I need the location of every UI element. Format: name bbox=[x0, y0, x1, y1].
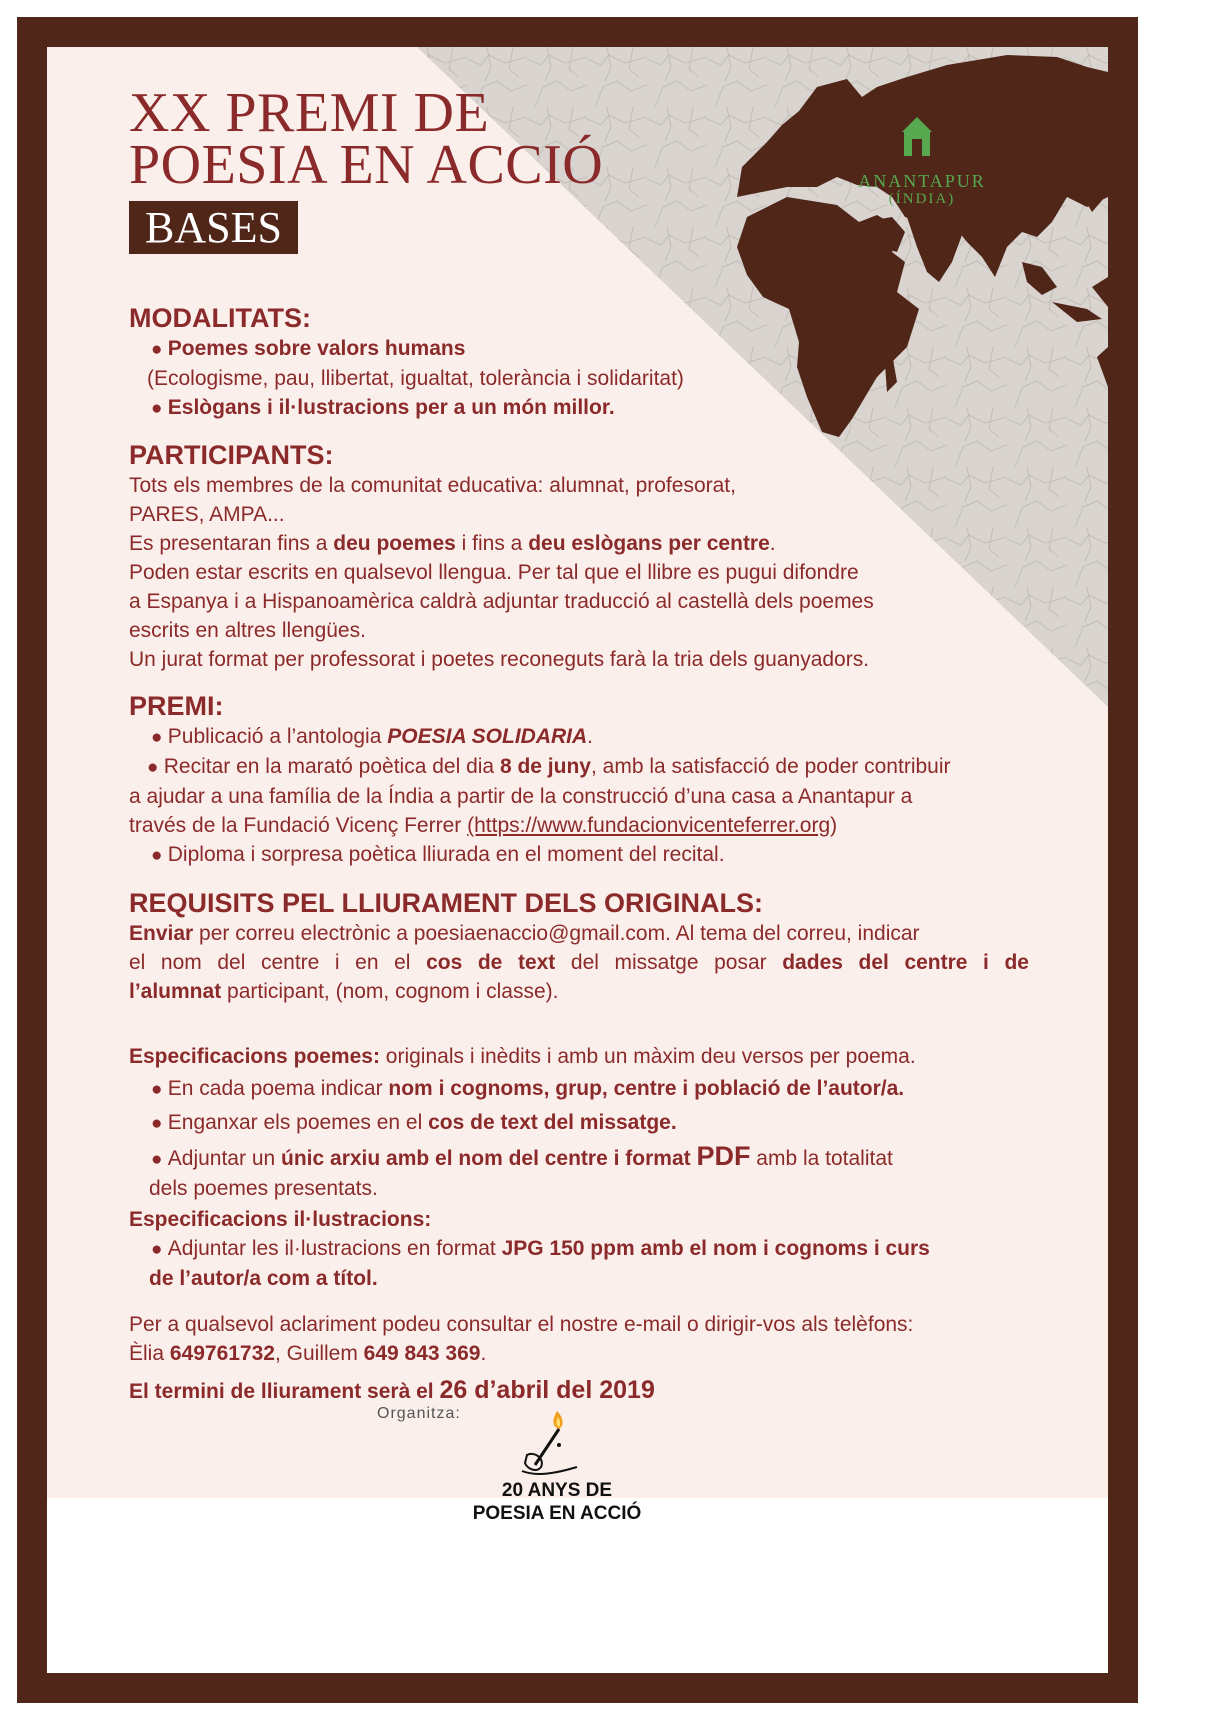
requisits-line-3: l’alumnat participant, (nom, cognom i classe). bbox=[129, 980, 559, 1003]
bullet-icon: ● bbox=[147, 757, 164, 778]
logo-line-2: POESIA EN ACCIÓ bbox=[472, 1503, 642, 1524]
poemes-item-2: ● Enganxar els poemes en el cos de text del missatge. bbox=[151, 1111, 677, 1134]
bullet-icon: ● bbox=[151, 339, 168, 360]
participants-line-5: a Espanya i a Hispanoamèrica caldrà adjuntar traducció al castellà dels poemes bbox=[129, 590, 874, 613]
participants-line-3: Es presentaran fins a deu poemes i fins a deu eslògans per centre. bbox=[129, 532, 776, 555]
fundacio-link[interactable]: (https://www.fundacionvicenteferrer.org bbox=[467, 814, 831, 837]
section-contacte bbox=[129, 1310, 1029, 1406]
bullet-icon: ● bbox=[151, 1149, 168, 1170]
participants-line-7: Un jurat format per professorat i poetes reconeguts farà la tria dels guanyadors. bbox=[129, 648, 870, 671]
requisits-line-2: el nom del centre i en el cos de text del missatge posar dades del centre i de bbox=[129, 951, 1029, 974]
bullet-icon: ● bbox=[151, 398, 168, 419]
participants-line-2: PARES, AMPA... bbox=[129, 503, 285, 526]
section-especificacions-poemes bbox=[129, 1042, 1029, 1203]
premi-item-2: ● Recitar en la marató poètica del dia 8 de juny, amb la satisfacció de poder contribuir bbox=[147, 755, 951, 778]
section-premi bbox=[129, 690, 1029, 870]
section-modalitats bbox=[129, 302, 1029, 423]
outer-frame bbox=[17, 17, 1138, 1703]
contacte-line-1: Per a qualsevol aclariment podeu consultar el nostre e-mail o dirigir-vos als telèfons: bbox=[129, 1313, 914, 1336]
bullet-icon: ● bbox=[151, 845, 168, 866]
contacte-line-2: Èlia 649761732, Guillem 649 843 369. bbox=[129, 1342, 487, 1365]
section-requisits bbox=[129, 887, 1029, 1006]
termini: El termini de lliurament serà el 26 d’abril del 2019 bbox=[129, 1376, 655, 1404]
poster-content bbox=[129, 82, 1029, 1404]
participants-heading: PARTICIPANTS: bbox=[129, 440, 334, 470]
modalitat-item-2: Eslògans i il·lustracions per a un món millor. bbox=[167, 396, 615, 419]
premi-heading: PREMI: bbox=[129, 691, 224, 721]
logo-line-1: 20 ANYS DE bbox=[501, 1480, 613, 1501]
participants-line-4: Poden estar escrits en qualsevol llengua. Per tal que el llibre es pugui difondre bbox=[129, 561, 859, 584]
illustracions-item-1-line-2: de l’autor/a com a títol. bbox=[149, 1267, 378, 1290]
poemes-item-1: ● En cada poema indicar nom i cognoms, grup, centre i població de l’autor/a. bbox=[151, 1077, 905, 1100]
premi-item-2-line-3: través de la Fundació Vicenç Ferrer (https://www.fundacionvicenteferrer.org) bbox=[129, 814, 838, 837]
premi-item-1: ● Publicació a l’antologia POESIA SOLIDARIA. bbox=[151, 725, 594, 748]
bullet-icon: ● bbox=[151, 1239, 168, 1260]
illustracions-label: Especificacions il·lustracions: bbox=[129, 1208, 432, 1231]
bullet-icon: ● bbox=[151, 727, 168, 748]
phone-elia: 649761732 bbox=[169, 1342, 275, 1365]
poemes-spec: Especificacions poemes: originals i inèdits i amb un màxim deu versos per poema. bbox=[129, 1045, 916, 1068]
section-participants bbox=[129, 439, 1029, 674]
poster-panel bbox=[47, 47, 1108, 1673]
poemes-item-3: ● Adjuntar un únic arxiu amb el nom del centre i format PDF amb la totalitat bbox=[151, 1141, 893, 1171]
bullet-icon: ● bbox=[151, 1113, 168, 1134]
participants-line-6: escrits en altres llengües. bbox=[129, 619, 366, 642]
premi-item-2-line-2: a ajudar a una família de la Índia a partir de la construcció d’una casa a Anantapur a bbox=[129, 785, 913, 808]
poster-title bbox=[129, 82, 1029, 254]
modalitat-item-1: Poemes sobre valors humans bbox=[167, 337, 466, 360]
map-country-label: (ÍNDIA) bbox=[888, 191, 956, 207]
organitza-label: Organitza: bbox=[377, 1405, 461, 1422]
illustracions-item-1: ● Adjuntar les il·lustracions en format JPG 150 ppm amb el nom i cognoms i curs bbox=[151, 1237, 930, 1260]
participants-line-1: Tots els membres de la comunitat educativa: alumnat, profesorat, bbox=[129, 474, 736, 497]
pen-torch-logo bbox=[517, 1407, 597, 1482]
requisits-heading: REQUISITS PEL LLIURAMENT DELS ORIGINALS: bbox=[129, 888, 764, 918]
modalitat-item-1-note: (Ecologisme, pau, llibertat, igualtat, tolerància i solidaritat) bbox=[147, 367, 684, 390]
modalitats-heading: MODALITATS: bbox=[129, 303, 311, 333]
title-line-1: XX PREMI DE bbox=[129, 82, 490, 144]
logo-text bbox=[467, 1479, 647, 1525]
title-line-2: POESIA EN ACCIÓ bbox=[129, 134, 604, 196]
section-especificacions-illustracions bbox=[129, 1205, 1029, 1293]
premi-item-3: ● Diploma i sorpresa poètica lliurada en el moment del recital. bbox=[151, 843, 725, 866]
bases-badge: BASES bbox=[129, 201, 298, 254]
map-place-label: ANANTAPUR bbox=[858, 171, 986, 191]
poemes-item-3-line-2: dels poemes presentats. bbox=[149, 1177, 378, 1200]
bullet-icon: ● bbox=[151, 1079, 168, 1100]
requisits-line-1: Enviar per correu electrònic a poesiaenaccio@gmail.com. Al tema del correu, indicar bbox=[129, 922, 920, 945]
phone-guillem: 649 843 369 bbox=[363, 1342, 481, 1365]
